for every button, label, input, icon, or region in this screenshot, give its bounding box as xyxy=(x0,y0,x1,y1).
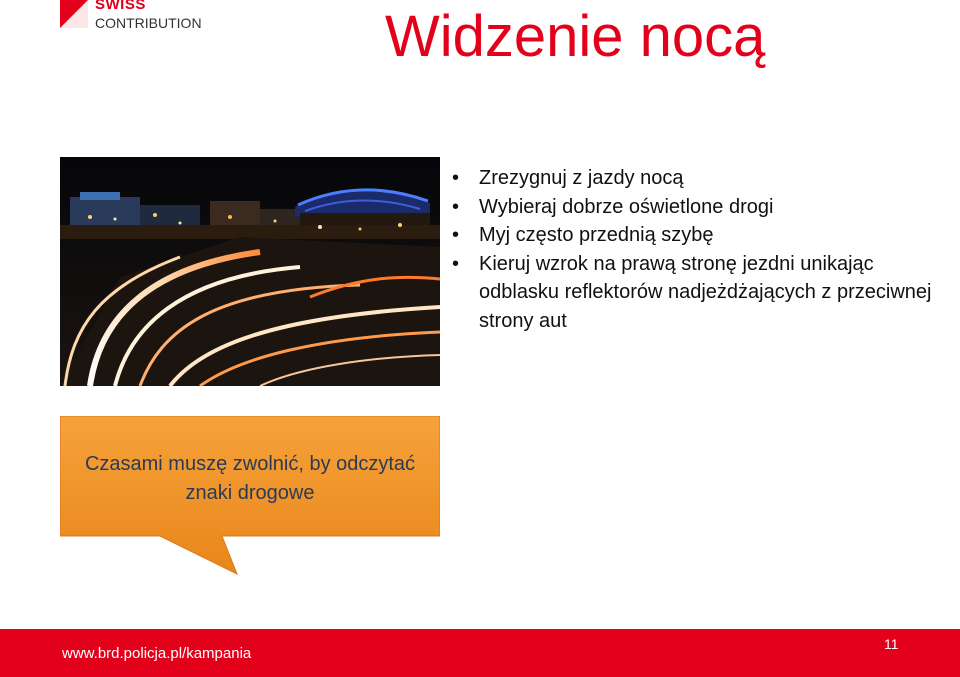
list-item xyxy=(452,250,952,336)
swiss-contribution-logo xyxy=(60,0,230,34)
list-item-text: Kieruj wzrok na prawą stronę jezdni unikając odblasku reflektorów nadjeżdżających z przeciwnej strony aut xyxy=(479,252,932,332)
bullet-icon: • xyxy=(452,195,460,218)
logo-swiss-text: SWISS xyxy=(95,0,146,13)
list-item xyxy=(452,221,952,250)
tips-list xyxy=(452,164,952,335)
page-number: 11 xyxy=(884,636,899,652)
logo-contribution-text: CONTRIBUTION xyxy=(95,15,202,31)
bullet-icon: • xyxy=(452,252,460,275)
list-item-text: Myj często przednią szybę xyxy=(479,224,714,246)
slide-title: Widzenie nocą xyxy=(385,4,766,69)
bullet-icon: • xyxy=(452,224,460,246)
swiss-cross-icon xyxy=(60,0,88,28)
list-item xyxy=(452,164,952,193)
list-item-text: Wybieraj dobrze oświetlone drogi xyxy=(479,195,774,218)
footer-bar xyxy=(0,629,960,677)
bullet-icon: • xyxy=(452,167,460,189)
night-highway-photo xyxy=(60,157,440,386)
list-item-text: Zrezygnuj z jazdy nocą xyxy=(479,167,684,189)
callout-text: Czasami muszę zwolnić, by odczytać znaki drogowe xyxy=(84,453,416,504)
footer-url: www.brd.policja.pl/kampania xyxy=(62,645,252,662)
speech-bubble-callout xyxy=(60,416,440,576)
list-item xyxy=(452,193,952,222)
